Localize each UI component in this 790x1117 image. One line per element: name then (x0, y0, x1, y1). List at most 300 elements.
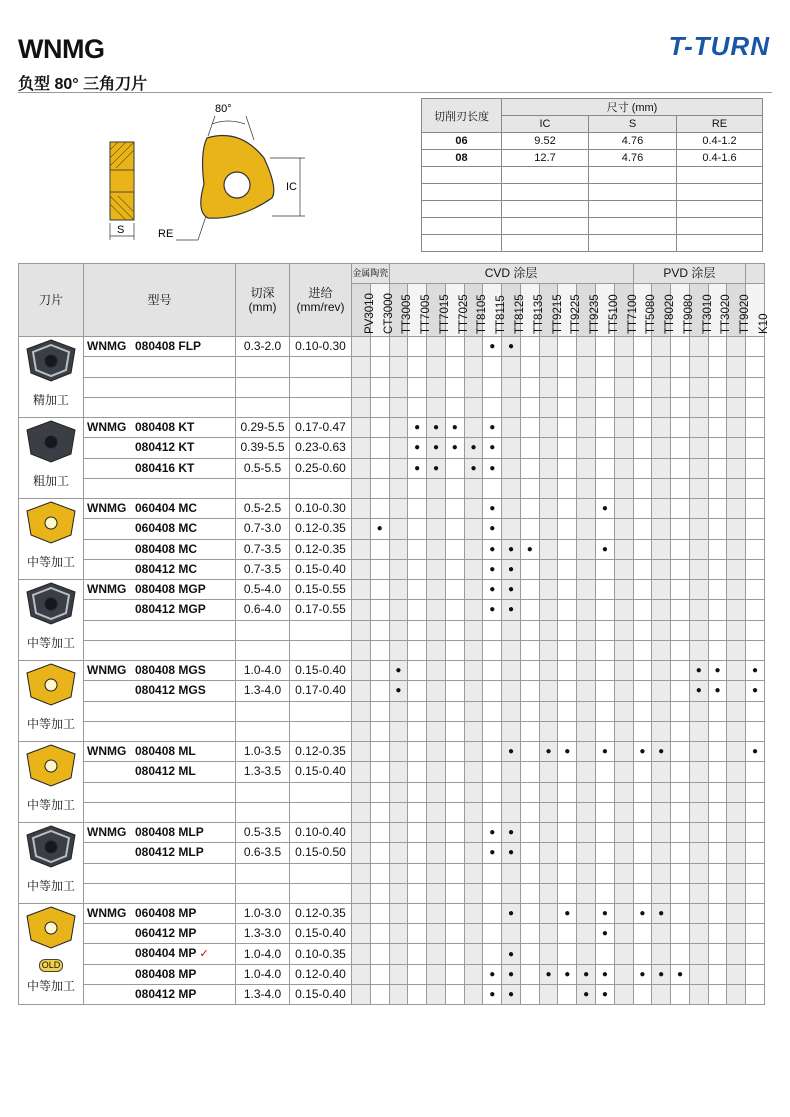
grade-cell (671, 600, 690, 620)
grade-cell (389, 337, 408, 357)
grade-cell (427, 559, 446, 579)
grade-cell (614, 580, 633, 600)
grade-column-box (558, 284, 583, 336)
grade-cell (445, 701, 464, 721)
grade-column-box (408, 284, 433, 336)
grade-cell (708, 681, 727, 701)
grade-cell (408, 681, 427, 701)
grade-cell (483, 519, 502, 539)
grade-cell (520, 337, 539, 357)
recommended-dot-icon: ● (489, 523, 496, 535)
grade-cell (389, 377, 408, 397)
grade-cell (502, 701, 521, 721)
grade-cell (427, 904, 446, 924)
grade-cell (427, 762, 446, 782)
grade-cell (577, 742, 596, 762)
recommended-dot-icon: ● (545, 746, 552, 758)
depth-cell (236, 701, 290, 721)
grade-cell (502, 762, 521, 782)
grade-column-name: TT9235 (589, 294, 602, 334)
grade-cell (464, 418, 483, 438)
grade-cell (427, 802, 446, 822)
grade-cell (502, 904, 521, 924)
grade-cell (352, 823, 371, 843)
header-depth-unit: (mm) (248, 300, 277, 314)
grade-cell (558, 904, 577, 924)
feed-cell: 0.12-0.35 (290, 904, 352, 924)
feed-cell (290, 782, 352, 802)
grade-cell (708, 499, 727, 519)
grade-cell (652, 580, 671, 600)
model-code: 080408 MLP (135, 825, 204, 840)
old-badge: OLD (39, 959, 64, 972)
grade-cell (502, 478, 521, 498)
grade-column-name: TT9020 (739, 294, 752, 334)
grade-cell (689, 478, 708, 498)
grade-cell (671, 478, 690, 498)
insert-gold-icon (23, 661, 79, 707)
recommended-dot-icon: ● (489, 543, 496, 555)
grade-cell (708, 802, 727, 822)
grade-cell (671, 883, 690, 903)
grade-cell (558, 863, 577, 883)
depth-cell: 0.5-5.5 (236, 458, 290, 478)
grade-cell (727, 600, 746, 620)
depth-cell: 1.3-4.0 (236, 681, 290, 701)
grade-column-header (727, 284, 752, 337)
grade-cell (389, 438, 408, 458)
grade-cell (520, 458, 539, 478)
grade-cell (689, 600, 708, 620)
grade-cell (408, 640, 427, 660)
grade-cell (445, 721, 464, 741)
model-code-cell (84, 681, 236, 701)
grade-cell (445, 600, 464, 620)
grade-cell (727, 944, 746, 965)
grade-cell (389, 499, 408, 519)
grade-cell (483, 357, 502, 377)
table-row (19, 337, 765, 357)
grade-cell (558, 478, 577, 498)
grade-cell (746, 418, 765, 438)
recommended-dot-icon: ● (601, 969, 608, 980)
grade-cell (558, 458, 577, 478)
grade-cell (539, 985, 558, 1005)
grade-cell (483, 580, 502, 600)
grade-cell (464, 539, 483, 559)
grade-cell (464, 782, 483, 802)
grade-cell (520, 418, 539, 438)
table-row (19, 640, 765, 660)
grade-cell (652, 661, 671, 681)
recommended-dot-icon: ● (695, 685, 702, 697)
feed-cell: 0.12-0.35 (290, 539, 352, 559)
grade-cell (652, 438, 671, 458)
grade-cell (445, 357, 464, 377)
grade-cell (539, 904, 558, 924)
feed-cell: 0.15-0.40 (290, 559, 352, 579)
grade-cell (352, 701, 371, 721)
grade-cell (708, 985, 727, 1005)
recommended-dot-icon: ● (601, 503, 608, 515)
grade-cell (633, 843, 652, 863)
grade-cell (539, 539, 558, 559)
grade-column-header (652, 284, 677, 337)
grade-column-header (483, 284, 508, 337)
grade-cell (671, 539, 690, 559)
recommended-dot-icon: ● (432, 422, 439, 434)
grade-cell (746, 985, 765, 1005)
grade-cell (671, 661, 690, 681)
grade-cell (577, 904, 596, 924)
grade-cell (614, 458, 633, 478)
grade-cell (558, 580, 577, 600)
grade-column-name: TT8020 (664, 294, 677, 334)
depth-cell: 1.3-3.0 (236, 924, 290, 944)
model-code-cell (84, 337, 236, 357)
grade-cell (520, 944, 539, 965)
grade-cell (352, 782, 371, 802)
grade-cell (558, 762, 577, 782)
recommended-dot-icon: ● (395, 665, 402, 677)
grade-cell (370, 985, 389, 1005)
header-depth (236, 264, 290, 337)
recommended-dot-icon: ● (508, 543, 515, 555)
recommended-dot-icon: ● (658, 969, 665, 980)
model-code: 080412 MGP (135, 602, 206, 617)
grade-cell (445, 661, 464, 681)
grade-cell (689, 458, 708, 478)
recommended-dot-icon: ● (489, 462, 496, 474)
grade-cell (689, 904, 708, 924)
grade-cell (539, 742, 558, 762)
grade-cell (427, 337, 446, 357)
grade-cell (502, 924, 521, 944)
feed-cell (290, 357, 352, 377)
grade-cell (727, 539, 746, 559)
grade-column-name: TT3020 (720, 294, 733, 334)
grade-column-header (352, 284, 376, 337)
model-code-cell (84, 478, 236, 498)
grade-cell (671, 742, 690, 762)
grade-cell (671, 580, 690, 600)
recommended-dot-icon: ● (376, 523, 383, 535)
grade-cell (689, 640, 708, 660)
grade-cell (408, 580, 427, 600)
grade-cell (445, 438, 464, 458)
feed-cell: 0.15-0.40 (290, 985, 352, 1005)
recommended-dot-icon: ● (489, 341, 496, 353)
grade-cell (539, 924, 558, 944)
recommended-dot-icon: ● (714, 685, 721, 697)
insert-group-label: 中等加工 (26, 555, 75, 569)
check-mark: ✓ (196, 948, 209, 960)
grade-cell (389, 965, 408, 985)
grade-cell (502, 883, 521, 903)
grade-cell (520, 559, 539, 579)
grade-cell (539, 863, 558, 883)
grade-cell (746, 337, 765, 357)
grade-cell (502, 843, 521, 863)
dims-empty-row (422, 167, 763, 184)
recommended-dot-icon: ● (432, 462, 439, 474)
table-row (19, 661, 765, 681)
brand-text: T-TURN (668, 31, 770, 61)
grade-cell (408, 823, 427, 843)
header-feed (290, 264, 352, 337)
grade-cell (539, 397, 558, 417)
grade-cell (614, 924, 633, 944)
grade-cell (633, 944, 652, 965)
grade-cell (483, 499, 502, 519)
grade-cell (652, 883, 671, 903)
grade-cell (427, 863, 446, 883)
table-row (19, 580, 765, 600)
depth-cell: 1.3-4.0 (236, 985, 290, 1005)
dims-empty-cell (677, 235, 763, 252)
model-code-cell (84, 742, 236, 762)
grade-cell (652, 620, 671, 640)
grade-cell (689, 924, 708, 944)
grade-cell (595, 519, 614, 539)
grade-cell (727, 701, 746, 721)
grade-cell (577, 539, 596, 559)
grade-cell (464, 802, 483, 822)
grade-cell (370, 620, 389, 640)
grade-cell (746, 620, 765, 640)
model-code-cell (84, 640, 236, 660)
grade-cell (746, 904, 765, 924)
grade-cell (408, 397, 427, 417)
grade-cell (464, 600, 483, 620)
grade-cell (708, 559, 727, 579)
grade-cell (652, 681, 671, 701)
grade-cell (352, 600, 371, 620)
feed-cell (290, 640, 352, 660)
grade-cell (520, 863, 539, 883)
grade-cell (483, 600, 502, 620)
grade-cell (595, 985, 614, 1005)
grade-cell (671, 843, 690, 863)
grade-cell (352, 843, 371, 863)
depth-cell (236, 377, 290, 397)
grade-cell (577, 843, 596, 863)
grade-column-box (390, 284, 414, 336)
model-code-cell (84, 883, 236, 903)
grade-cell (502, 580, 521, 600)
grade-cell (370, 377, 389, 397)
grade-cell (539, 823, 558, 843)
grade-cell (483, 823, 502, 843)
grade-cell (427, 742, 446, 762)
grade-cell (445, 499, 464, 519)
grade-column-name: TT5080 (645, 294, 658, 334)
grade-cell (520, 640, 539, 660)
model-code: 080412 KT (135, 440, 195, 455)
recommended-dot-icon: ● (583, 969, 590, 980)
model-code-cell (84, 762, 236, 782)
grade-cell (483, 985, 502, 1005)
grade-column-box (446, 284, 470, 336)
grade-cell (483, 782, 502, 802)
dims-length: 06 (422, 133, 502, 150)
grade-cell (746, 559, 765, 579)
table-row (19, 681, 765, 701)
grade-cell (633, 438, 652, 458)
grade-cell (595, 337, 614, 357)
feed-cell (290, 883, 352, 903)
grade-cell (577, 600, 596, 620)
grade-cell (689, 661, 708, 681)
depth-cell: 0.5-4.0 (236, 580, 290, 600)
grade-cell (445, 843, 464, 863)
grade-cell (708, 337, 727, 357)
grade-cell (595, 377, 614, 397)
grade-cell (558, 397, 577, 417)
grade-cell (689, 357, 708, 377)
depth-cell: 0.7-3.5 (236, 539, 290, 559)
depth-cell: 0.29-5.5 (236, 418, 290, 438)
insert-black-plain-icon (23, 418, 79, 464)
recommended-dot-icon: ● (508, 746, 515, 758)
grade-cell (483, 559, 502, 579)
grade-cell (483, 478, 502, 498)
grade-cell (370, 681, 389, 701)
grade-cell (389, 863, 408, 883)
grade-cell (389, 681, 408, 701)
grade-cell (652, 985, 671, 1005)
grade-cell (520, 438, 539, 458)
grade-cell (577, 782, 596, 802)
table-row (19, 985, 765, 1005)
grade-cell (671, 863, 690, 883)
feed-cell: 0.15-0.55 (290, 580, 352, 600)
grade-column-box (709, 284, 733, 336)
grade-column-box (671, 284, 695, 336)
insert-group-label: 中等加工 (26, 636, 75, 650)
grade-cell (671, 337, 690, 357)
header-insert: 刀片 (19, 264, 84, 337)
table-row (19, 965, 765, 985)
insert-image-cell (19, 418, 84, 499)
grade-cell (652, 924, 671, 944)
grade-cell (520, 883, 539, 903)
grade-cell (427, 883, 446, 903)
grade-cell (595, 478, 614, 498)
grade-cell (370, 944, 389, 965)
grade-cell (652, 559, 671, 579)
grade-column-header (633, 284, 658, 337)
grade-cell (464, 580, 483, 600)
grade-cell (370, 721, 389, 741)
grade-cell (595, 357, 614, 377)
grade-cell (445, 924, 464, 944)
trigon-view (158, 103, 305, 240)
grade-cell (633, 478, 652, 498)
grade-cell (595, 944, 614, 965)
grade-cell (539, 843, 558, 863)
grade-cell (614, 843, 633, 863)
grade-cell (427, 661, 446, 681)
table-row (19, 863, 765, 883)
grade-cell (633, 924, 652, 944)
recommended-dot-icon: ● (564, 746, 571, 758)
model-code-cell (84, 539, 236, 559)
grade-cell (746, 519, 765, 539)
grade-cell (520, 357, 539, 377)
grade-cell (502, 600, 521, 620)
model-code: 080408 MC (135, 541, 198, 556)
grade-cell (352, 904, 371, 924)
grade-cell (577, 965, 596, 985)
recommended-dot-icon: ● (508, 989, 515, 1000)
grade-cell (389, 600, 408, 620)
feed-cell: 0.12-0.35 (290, 519, 352, 539)
depth-cell (236, 357, 290, 377)
grade-cell (614, 823, 633, 843)
grade-cell (427, 721, 446, 741)
grade-cell (595, 397, 614, 417)
model-code-cell (84, 661, 236, 681)
grade-cell (746, 438, 765, 458)
grade-cell (408, 478, 427, 498)
grade-cell (652, 762, 671, 782)
grade-cell (389, 762, 408, 782)
header-feed-label: 进给 (308, 286, 333, 300)
grade-cell (633, 519, 652, 539)
grade-cell (595, 742, 614, 762)
feed-cell: 0.10-0.40 (290, 823, 352, 843)
grade-cell (708, 661, 727, 681)
grade-cell (408, 519, 427, 539)
grade-cell (708, 863, 727, 883)
feed-cell (290, 377, 352, 397)
grade-cell (652, 802, 671, 822)
grade-cell (708, 742, 727, 762)
depth-cell (236, 782, 290, 802)
feed-cell: 0.15-0.40 (290, 924, 352, 944)
grade-cell (445, 985, 464, 1005)
grade-column-name: TT8135 (532, 294, 545, 334)
grade-cell (614, 762, 633, 782)
grade-cell (464, 721, 483, 741)
recommended-dot-icon: ● (545, 969, 552, 980)
top-divider (18, 92, 772, 93)
insert-group-label: 中等加工 (26, 879, 75, 893)
grade-cell (689, 721, 708, 741)
depth-cell (236, 802, 290, 822)
model-code: 080408 KT (135, 420, 195, 435)
grade-cell (408, 600, 427, 620)
grade-cell (408, 802, 427, 822)
model-code: 080408 MP (135, 967, 197, 981)
grade-cell (558, 640, 577, 660)
grade-cell (539, 661, 558, 681)
grade-column-box (427, 284, 451, 336)
grade-cell (520, 904, 539, 924)
grade-cell (595, 580, 614, 600)
grade-cell (464, 883, 483, 903)
grade-cell (671, 438, 690, 458)
grade-cell (689, 985, 708, 1005)
model-code-cell (84, 559, 236, 579)
brand-logo (669, 31, 770, 62)
grade-cell (502, 802, 521, 822)
grade-cell (577, 721, 596, 741)
grade-column-header (614, 284, 639, 337)
depth-cell: 0.7-3.5 (236, 559, 290, 579)
dim-s-label: S (117, 224, 125, 236)
